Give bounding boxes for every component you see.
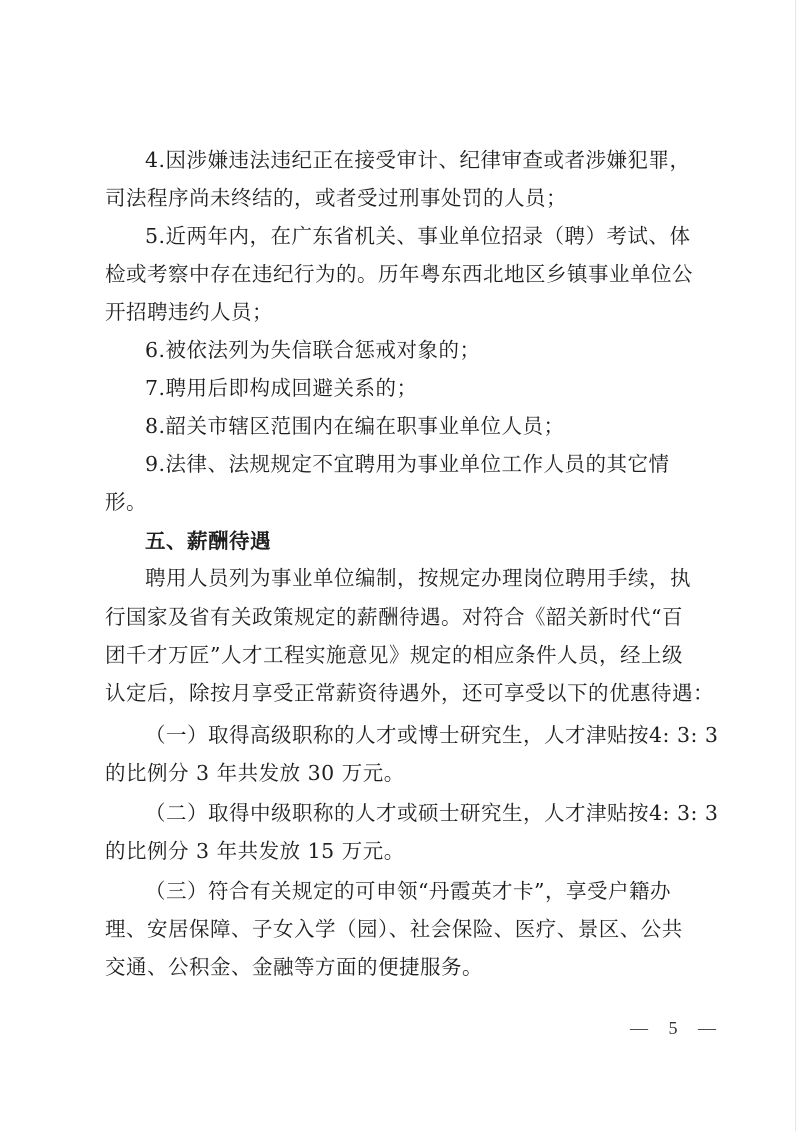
page-number: — 5 — — [630, 1018, 724, 1038]
item-4-line-2: 司法程序尚未终结的，或者受过刑事处罚的人员； — [105, 186, 567, 210]
item-5-line-2: 检或考察中存在违纪行为的。历年粤东西北地区乡镇事业单位公 — [105, 262, 693, 286]
benefit-3-line-3: 交通、公积金、金融等方面的便捷服务。 — [105, 955, 483, 979]
item-5-line-3: 开招聘违约人员； — [105, 300, 273, 324]
item-9-line-1: 9.法律、法规规定不宜聘用为事业单位工作人员的其它情 — [145, 452, 670, 476]
paragraph-line-4: 认定后，除按月享受正常薪资待遇外，还可享受以下的优惠待遇： — [105, 681, 714, 705]
benefit-1-line-2: 的比例分 3 年共发放 30 万元。 — [105, 761, 405, 785]
item-5-line-1: 5.近两年内，在广东省机关、事业单位招录（聘）考试、体 — [145, 224, 691, 248]
benefit-3-line-2: 理、安居保障、子女入学（园）、社会保险、医疗、景区、公共 — [105, 917, 683, 941]
item-4-line-1: 4.因涉嫌违法违纪正在接受审计、纪律审查或者涉嫌犯罪， — [145, 148, 691, 172]
item-7: 7.聘用后即构成回避关系的； — [145, 376, 418, 400]
paragraph-line-2: 行国家及省有关政策规定的薪酬待遇。对符合《韶关新时代“百 — [105, 605, 683, 629]
paragraph-line-1: 聘用人员列为事业单位编制，按规定办理岗位聘用手续，执 — [145, 566, 691, 590]
benefit-1-line-1: （一）取得高级职称的人才或博士研究生，人才津贴按4: 3: 3 — [145, 723, 719, 747]
section-heading: 五、薪酬待遇 — [145, 529, 271, 553]
benefit-2-line-2: 的比例分 3 年共发放 15 万元。 — [105, 839, 405, 863]
page-edge — [795, 0, 796, 1131]
benefit-2-line-1: （二）取得中级职称的人才或硕士研究生，人才津贴按4: 3: 3 — [145, 801, 719, 825]
item-8: 8.韶关市辖区范围内在编在职事业单位人员； — [145, 414, 565, 438]
benefit-3-line-1: （三）符合有关规定的可申领“丹霞英才卡”，享受户籍办 — [145, 879, 671, 903]
item-6: 6.被依法列为失信联合惩戒对象的； — [145, 338, 481, 362]
paragraph-line-3: 团千才万匠”人才工程实施意见》规定的相应条件人员，经上级 — [105, 643, 683, 667]
item-9-line-2: 形。 — [105, 490, 147, 514]
